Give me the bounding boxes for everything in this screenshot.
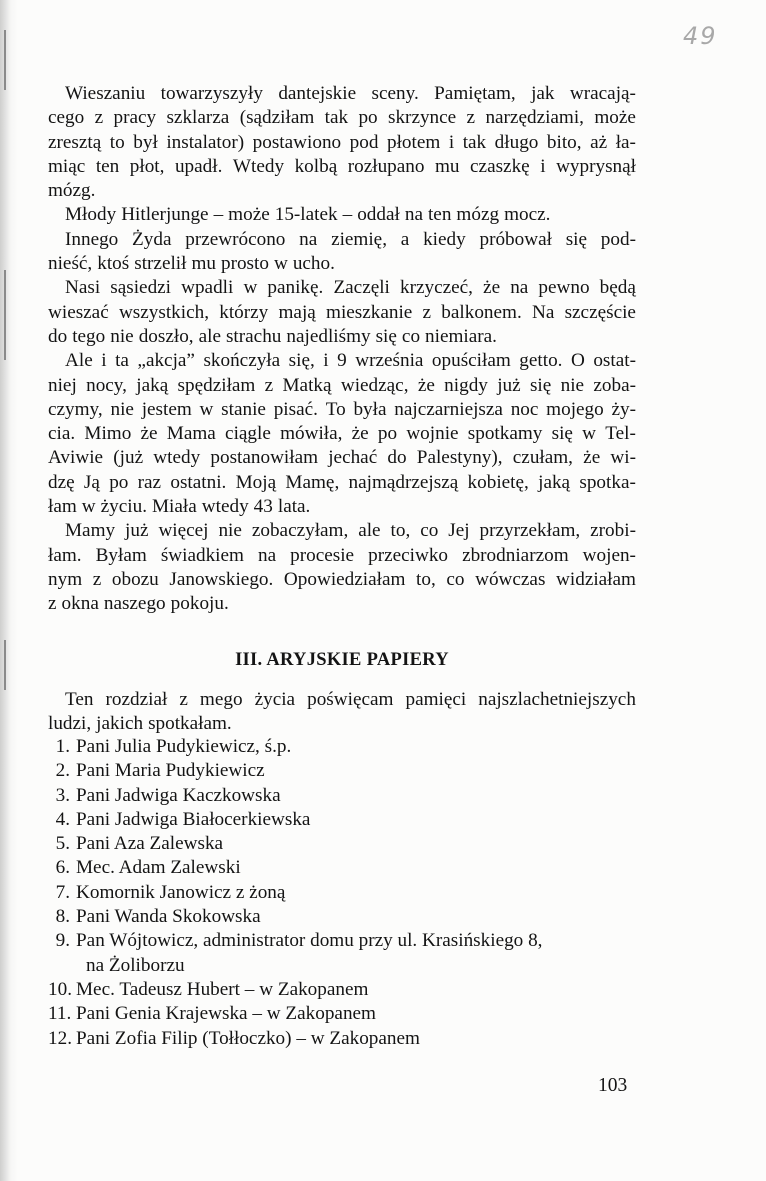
- text-line: zresztą to był instalator) postawiono pod płotem i tak długo bito, aż ła-: [48, 131, 636, 153]
- text-line: cego z pracy szklarza (sądziłam tak po skrzynce z narzędziami, może: [48, 107, 636, 129]
- scan-artifact: [4, 30, 6, 90]
- text-line: z okna naszego pokoju.: [48, 593, 229, 615]
- list-item: [48, 856, 636, 880]
- scan-artifact: [4, 640, 6, 690]
- list-item: [48, 808, 636, 832]
- list-item-text: Pani Julia Pudykiewicz, ś.p.: [76, 736, 292, 757]
- section-heading: III. ARYJSKIE PAPIERY: [235, 650, 449, 670]
- list-item: [48, 735, 636, 759]
- text-line: Aviwie (już wtedy postanowiłam jechać do Palestyny), czułam, że wi-: [48, 447, 636, 469]
- text-line: cia. Mimo że Mama ciągle mówiła, że po wojnie spotkamy się w Tel-: [48, 423, 636, 445]
- list-item-text: Pani Genia Krajewska – w Zakopanem: [76, 1003, 376, 1025]
- list-item-text: na Żoliborzu: [86, 954, 185, 976]
- scan-artifact: [4, 270, 6, 360]
- text-line: Mamy już więcej nie zobaczyłam, ale to, co Jej przyrzekłam, zrobi-: [65, 520, 636, 542]
- list-item-number: 5.: [55, 833, 70, 855]
- list-item: [48, 929, 636, 953]
- list-item-number: 9.: [55, 930, 70, 952]
- text-line: Nasi sąsiedzi wpadli w panikę. Zaczęli krzyczeć, że na pewno będą: [65, 277, 636, 299]
- list-item: [48, 1027, 636, 1051]
- list-item-text: Pan Wójtowicz, administrator domu przy ul. Krasińskiego 8,: [76, 930, 543, 952]
- list-item-text: Pani Zofia Filip (Tołłoczko) – w Zakopanem: [76, 1027, 420, 1049]
- list-item-text: Pani Maria Pudykiewicz: [76, 760, 265, 782]
- list-item-number: 4.: [55, 808, 70, 830]
- dedication-paragraph: [48, 688, 636, 737]
- list-item-text: Pani Jadwiga Białocerkiewska: [76, 808, 311, 830]
- text-line: Ale i ta „akcja” skończyła się, i 9 września opuściłam getto. O ostat-: [65, 350, 636, 372]
- text-line: łam. Byłam świadkiem na procesie przeciwko zbrodniarzom wojen-: [48, 544, 636, 566]
- text-line: nieść, ktoś strzelił mu prosto w ucho.: [48, 253, 335, 275]
- body-text: [48, 82, 636, 617]
- text-line: do tego nie doszło, ale strachu najedliśmy się co niemiara.: [48, 325, 497, 347]
- text-line: czymy, nie jestem w stanie pisać. To była najczarniejsza noc mojego ży-: [48, 398, 636, 420]
- text-line: Młody Hitlerjunge – może 15-latek – oddał na ten mózg mocz.: [65, 204, 551, 226]
- list-item: [48, 832, 636, 856]
- list-item: [48, 978, 636, 1002]
- list-item-number: 1.: [55, 736, 70, 757]
- page-number: 103: [598, 1075, 628, 1096]
- list-item-number: 12.: [48, 1027, 72, 1049]
- list-item: [48, 784, 636, 808]
- scanner-shadow: [0, 0, 18, 1181]
- list-item: [48, 1002, 636, 1026]
- list-item-number: 7.: [55, 881, 70, 903]
- text-line: Innego Żyda przewrócono na ziemię, a kiedy próbował się pod-: [65, 228, 636, 250]
- list-item-number: 2.: [55, 760, 70, 782]
- list-item-number: 3.: [55, 784, 70, 806]
- list-item-number: 10.: [48, 978, 72, 1000]
- text-line: ludzi, jakich spotkałam.: [48, 713, 232, 735]
- names-list: [48, 735, 636, 1051]
- list-item: [48, 759, 636, 783]
- list-item-text: Mec. Adam Zalewski: [76, 857, 241, 879]
- list-item-text: Mec. Tadeusz Hubert – w Zakopanem: [76, 978, 369, 1000]
- list-item-text: Pani Wanda Skokowska: [76, 906, 261, 928]
- text-line: Wieszaniu towarzyszyły dantejskie sceny. Pamiętam, jak wracają-: [65, 83, 636, 104]
- handwritten-page-note: 49: [683, 22, 718, 50]
- list-item-text: Pani Jadwiga Kaczkowska: [76, 784, 281, 806]
- list-item-number: 6.: [55, 857, 70, 879]
- list-item: [48, 881, 636, 905]
- list-item-text: Komornik Janowicz z żoną: [76, 881, 286, 903]
- text-line: niej nocy, jaką spędziłam z Matką wiedząc, że nigdy już się nie zoba-: [48, 374, 636, 396]
- list-item-text: Pani Aza Zalewska: [76, 833, 224, 855]
- list-item: [48, 905, 636, 929]
- text-line: dzę Ją po raz ostatni. Moją Mamę, najmądrzejszą kobietę, jaką spotka-: [48, 471, 636, 493]
- list-item: [48, 954, 636, 978]
- list-item-number: 8.: [55, 906, 70, 928]
- list-item-number: 11.: [48, 1003, 72, 1025]
- text-line: wieszać wszystkich, którzy mają mieszkanie z balkonem. Na szczęście: [48, 301, 636, 323]
- text-line: Ten rozdział z mego życia poświęcam pamięci najszlachetniejszych: [65, 689, 636, 710]
- text-line: łam w życiu. Miała wtedy 43 lata.: [48, 496, 311, 518]
- text-line: miąc ten płot, upadł. Wtedy kolbą rozłupano mu czaszkę i wyprysnął: [48, 155, 636, 177]
- text-line: nym z obozu Janowskiego. Opowiedziałam to, co wówczas widziałam: [48, 568, 636, 590]
- text-line: mózg.: [48, 180, 96, 202]
